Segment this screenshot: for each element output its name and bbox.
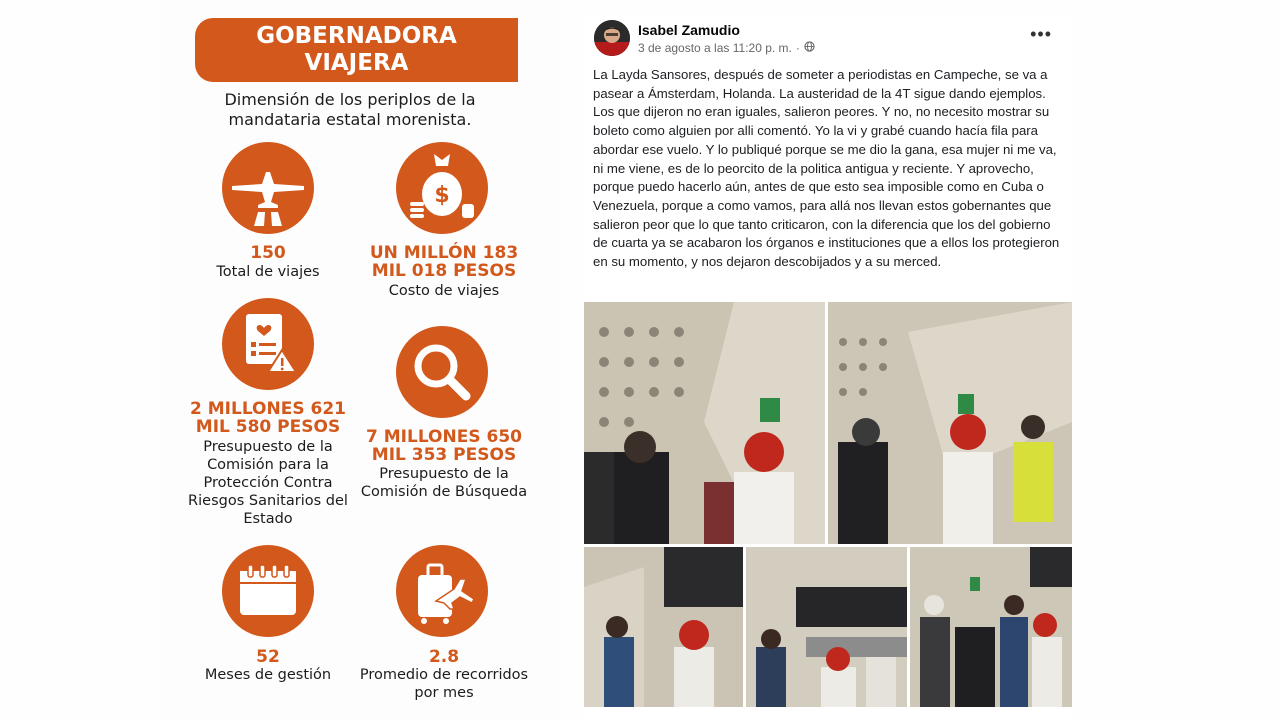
stat-label-avg-trips: Promedio de recorridos por mes (359, 667, 529, 701)
post-meta: 3 de agosto a las 11:20 p. m. · (638, 41, 815, 55)
banner-title-line2: VIAJERA (304, 50, 409, 76)
post-photo-5[interactable] (910, 547, 1072, 707)
stat-value-trip-cost: UN MILLÓN 183 MIL 018 PESOS (369, 243, 519, 281)
stat-value-search-budget: 7 MILLONES 650 MIL 353 PESOS (366, 427, 522, 465)
social-post (584, 14, 1072, 720)
post-photo-1[interactable] (584, 302, 825, 544)
infographic-subtitle: Dimensión de los periplos de la mandataria estatal morenista. (224, 90, 476, 129)
stat-label-trips: Total de viajes (216, 264, 320, 280)
globe-icon (804, 41, 815, 55)
post-text: La Layda Sansores, después de someter a periodistas en Campeche, se va a pasear a Ámsterdam, Holanda. La austeridad de la 4T sigue dando ejemplos. Los que dijeron no eran iguales, salieron peores. Y no, no necesito mostrar su boleto como alguien por alli comentó. Yo la vi y grabé cuando hacía fila para abordar ese vuelo. Y lo publiqué porque se me dio la gana, esa mujer ni me va, ni me viene, es de lo peorcito de la politica antigua y reciente. Y aprovecho, porque puedo hacerlo aún, antes de que esto sea imposible como en Cuba o Venezuela, porque a como vamos, para allá nos llevan estos gobernantes que salieron peor que lo que tanto criticaron, con la diferencia que los del gobierno de cuarta ya se acabaron los órganos e instituciones que a ellos los protegieron en su momento, y nos dejaron descobijados y a su merced. (593, 67, 1060, 270)
stat-value-health-budget: 2 MILLONES 621 MIL 580 PESOS (190, 399, 346, 437)
stat-label-months: Meses de gestión (204, 667, 332, 683)
infographic (160, 0, 560, 720)
post-photo-2[interactable] (828, 302, 1072, 544)
money-bag-icon (396, 142, 488, 234)
stat-value-months: 52 (256, 647, 280, 667)
magnifier-icon (396, 326, 488, 418)
post-timestamp[interactable]: 3 de agosto a las 11:20 p. m. (638, 41, 792, 55)
stat-label-search-budget: Presupuesto de la Comisión de Búsqueda (360, 466, 528, 500)
more-options-icon[interactable]: ••• (1030, 24, 1052, 44)
post-photo-3[interactable] (584, 547, 743, 707)
stat-label-health-budget: Presupuesto de la Comisión para la Protección Contra Riesgos Sanitarios del Estado (188, 439, 348, 527)
luggage-plane-icon (396, 545, 488, 637)
post-photo-4[interactable] (746, 547, 907, 707)
airplane-icon (222, 142, 314, 234)
stat-value-avg-trips: 2.8 (428, 647, 460, 667)
infographic-banner (195, 18, 518, 82)
banner-title-line1: GOBERNADORA (256, 23, 457, 49)
avatar[interactable] (594, 20, 630, 56)
stat-value-trips: 150 (250, 243, 286, 263)
calendar-icon (222, 545, 314, 637)
svg-text:$: $ (434, 183, 450, 208)
health-document-icon (222, 298, 314, 390)
stat-label-trip-cost: Costo de viajes (388, 283, 500, 299)
author-name[interactable]: Isabel Zamudio (638, 22, 740, 38)
